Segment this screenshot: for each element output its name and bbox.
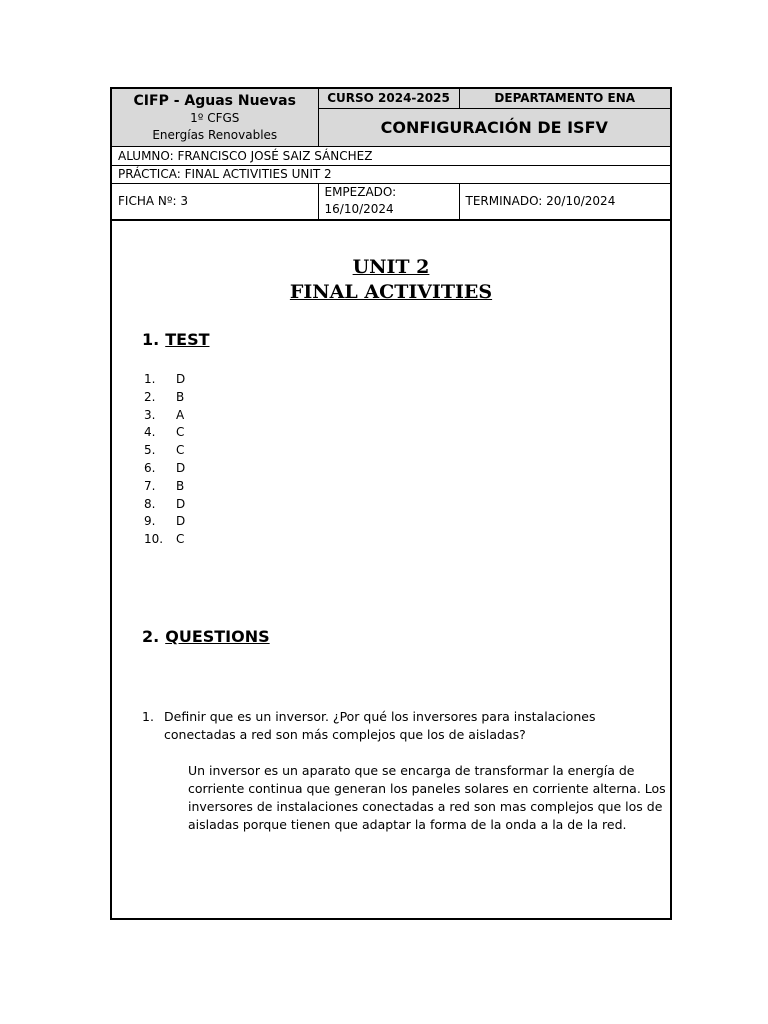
curso-cell: CURSO 2024-2025 <box>318 89 459 108</box>
empezado-date: 16/10/2024 <box>324 202 394 217</box>
section-label: TEST <box>165 330 210 349</box>
alumno-cell: ALUMNO: FRANCISCO JOSÉ SAIZ SÁNCHEZ <box>112 146 670 165</box>
answer-value: D <box>176 460 186 475</box>
question-1 <box>142 708 642 743</box>
answer-number: 4. <box>144 425 156 440</box>
answer-value: A <box>176 407 185 422</box>
document-frame <box>110 87 672 920</box>
answer-number: 9. <box>144 514 156 529</box>
answer-value: D <box>176 496 186 511</box>
school-name: CIFP - Aguas Nuevas <box>133 93 296 110</box>
practica-cell: PRÁCTICA: FINAL ACTIVITIES UNIT 2 <box>112 165 670 183</box>
answer-number: 5. <box>144 443 156 458</box>
answer-number: 2. <box>144 389 156 404</box>
answer-value: B <box>176 389 185 404</box>
answer-value: B <box>176 478 185 493</box>
answer-number: 1. <box>144 372 156 386</box>
departamento-cell: DEPARTAMENTO ENA <box>459 89 670 108</box>
answer-number: 7. <box>144 478 156 493</box>
section-test-heading <box>142 330 210 349</box>
course-name: Energías Renovables <box>152 128 278 143</box>
section-questions-heading <box>142 627 270 646</box>
question-1-answer: Un inversor es un aparato que se encarga de transformar la energía de corriente continua que generan los paneles solares en corriente alterna. Los inversores de instalaciones conectadas a red son mas complejos que los de aisladas porque tienen que adaptar la forma de la onda a la de la red. <box>188 763 666 832</box>
subject-cell: CONFIGURACIÓN DE ISFV <box>318 108 670 146</box>
answer-value: C <box>176 425 185 440</box>
answer-value: D <box>176 372 186 386</box>
section-number: 2. <box>142 627 160 646</box>
question-text: Definir que es un inversor. ¿Por qué los inversores para instalaciones conectadas a red son más complejos que los de aisladas? <box>164 709 596 742</box>
school-cell <box>112 89 318 146</box>
section-label: QUESTIONS <box>165 627 270 646</box>
answer-number: 3. <box>144 407 156 422</box>
section-number: 1. <box>142 330 160 349</box>
title-line-2: FINAL ACTIVITIES <box>289 281 493 303</box>
answer-number: 8. <box>144 496 156 511</box>
empezado-label: EMPEZADO: <box>324 185 397 200</box>
answer-number: 10. <box>144 532 164 547</box>
title-line-1: UNIT 2 <box>352 256 430 278</box>
answer-value: C <box>176 532 185 547</box>
answer-number: 6. <box>144 460 156 475</box>
answer-value: C <box>176 443 185 458</box>
header-table <box>112 89 670 221</box>
ficha-cell: FICHA Nº: 3 <box>112 183 318 220</box>
empezado-cell <box>318 183 459 220</box>
terminado-cell: TERMINADO: 20/10/2024 <box>459 183 670 220</box>
question-number: 1. <box>142 709 154 724</box>
course-level: 1º CFGS <box>190 111 240 126</box>
answer-value: D <box>176 514 186 529</box>
